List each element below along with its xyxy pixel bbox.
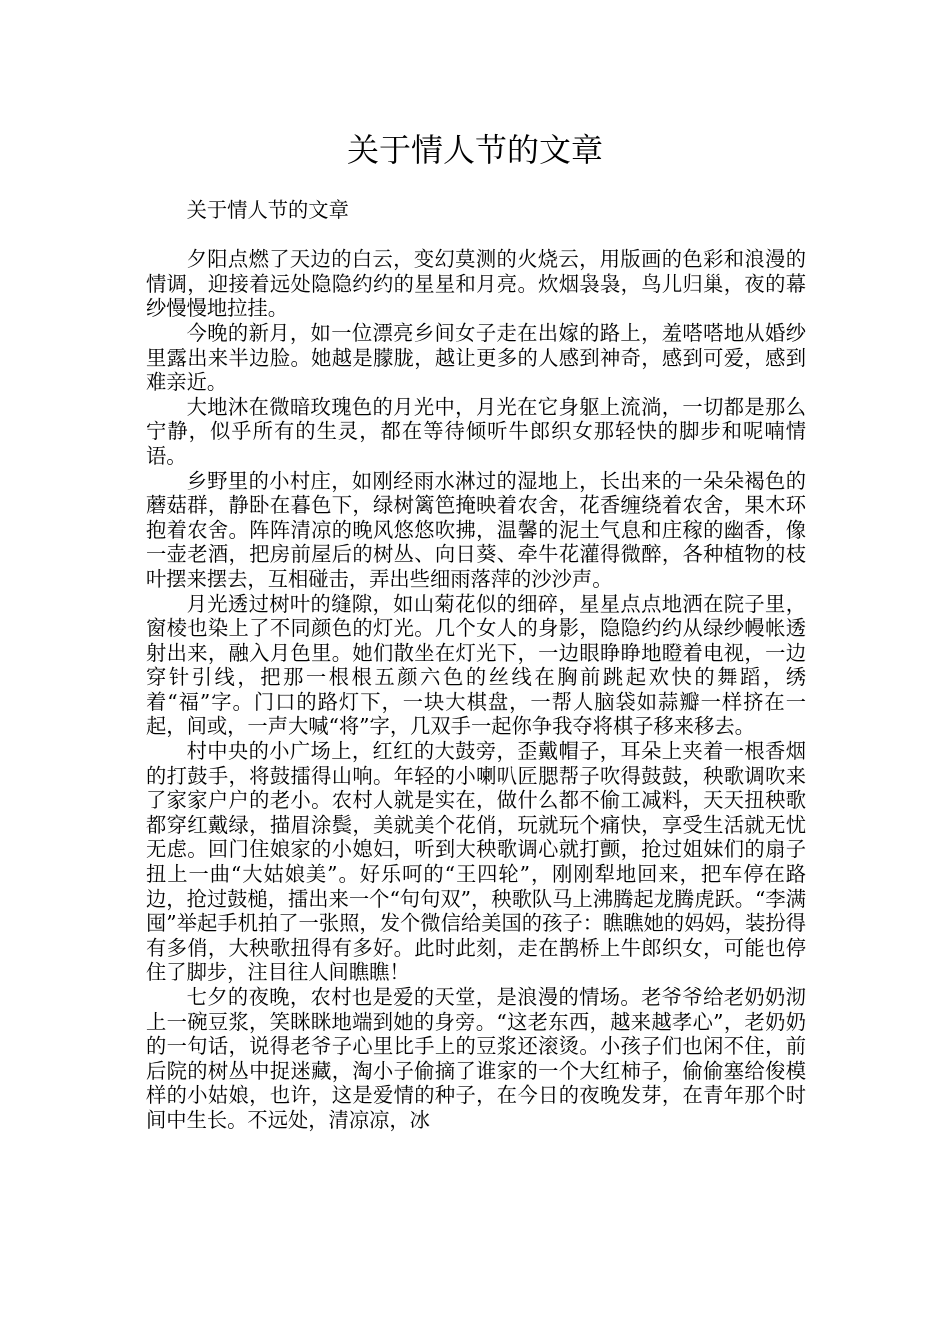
paragraph-3: 大地沐在微暗玫瑰色的月光中，月光在它身躯上流淌，一切都是那么宁静，似乎所有的生灵，都在等待倾听牛郎织女那轻快的脚步和呢喃情语。 — [146, 394, 806, 468]
paragraph-2: 今晚的新月，如一位漂亮乡间女子走在出嫁的路上，羞嗒嗒地从婚纱里露出来半边脸。她越是朦胧，越让更多的人感到神奇，感到可爱，感到难亲近。 — [146, 320, 806, 395]
paragraph-4: 乡野里的小村庄，如刚经雨水淋过的湿地上，长出来的一朵朵褐色的蘑菇群，静卧在暮色下，绿树篱笆掩映着农舍，花香缠绕着农舍，果木环抱着农舍。阵阵清凉的晚风悠悠吹拂，温馨的泥土气息和庄稼的幽香，像一壶老酒，把房前屋后的树丛、向日葵、牵牛花灌得微醉，各种植物的枝叶摆来摆去，互相碰击，弄出些细雨落萍的沙沙声。 — [146, 468, 806, 591]
paragraph-6: 村中央的小广场上，红红的大鼓旁，歪戴帽子，耳朵上夹着一根香烟的打鼓手，将鼓擂得山响。年轻的小喇叭匠腮帮子吹得鼓鼓，秧歌调吹来了家家户户的老小。农村人就是实在，做什么都不偷工减料，天天扭秧歌都穿红戴绿，描眉涂鬓，美就美个花俏，玩就玩个痛快，享受生活就无忧无虑。回门住娘家的小媳妇，听到大秧歌调心就打颤，抢过姐妹们的扇子扭上一曲“大姑娘美”。好乐呵的“王四轮”，刚刚犁地回来，把车停在路边，抢过鼓槌，擂出来一个“句句双”，秧歌队马上沸腾起龙腾虎跃。“李满囤”举起手机拍了一张照，发个微信给美国的孩子：瞧瞧她的妈妈，装扮得有多俏，大秧歌扭得有多好。此时此刻，走在鹊桥上牛郎织女，可能也停住了脚步，注目往人间瞧瞧！ — [146, 739, 806, 985]
article-body — [146, 198, 806, 1133]
page-title: 关于情人节的文章 — [346, 131, 603, 169]
paragraph-7: 七夕的夜晚，农村也是爱的天堂，是浪漫的情场。老爷爷给老奶奶沏上一碗豆浆，笑眯眯地端到她的身旁。“这老东西，越来越孝心”，老奶奶的一句话，说得老爷子心里比手上的豆浆还滚烫。小孩子们也闲不住，前后院的树丛中捉迷藏，淘小子偷摘了谁家的一个大红柿子，偷偷塞给俊模样的小姑娘，也许，这是爱情的种子，在今日的夜晚发芽，在青年那个时间中生长。不远处，清凉凉，冰 — [146, 985, 806, 1132]
article-subtitle: 关于情人节的文章 — [186, 198, 349, 222]
paragraph-1: 夕阳点燃了天边的白云，变幻莫测的火烧云，用版画的色彩和浪漫的情调，迎接着远处隐隐约约的星星和月亮。炊烟袅袅，鸟儿归巢，夜的幕纱慢慢地拉挂。 — [146, 247, 806, 321]
paragraph-5: 月光透过树叶的缝隙，如山菊花似的细碎，星星点点地洒在院子里，窗棱也染上了不同颜色的灯光。几个女人的身影，隐隐约约从绿纱幔帐透射出来，融入月色里。她们散坐在灯光下，一边眼睁睁地瞪着电视，一边穿针引线，把那一根根五颜六色的丝线在胸前跳起欢快的舞蹈，绣着“福”字。门口的路灯下，一块大棋盘，一帮人脑袋如蒜瓣一样挤在一起，间或，一声大喊“将”字，几双手一起你争我夺将棋子移来移去。 — [146, 591, 806, 739]
